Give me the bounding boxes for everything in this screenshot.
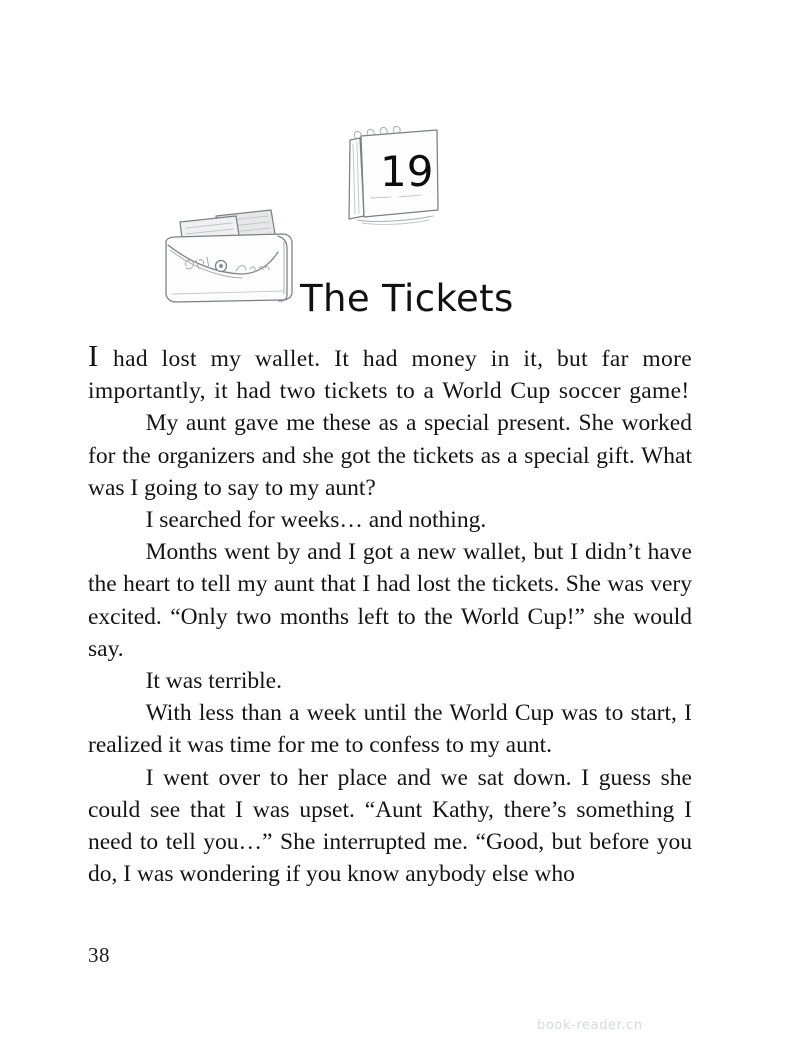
calendar-number: 19: [380, 147, 434, 196]
paragraph-3: I searched for weeks… and nothing.: [145, 507, 487, 534]
page-number: 38: [88, 943, 110, 967]
page-title: The Tickets: [300, 276, 514, 320]
paragraph-2: My aunt gave me these as a special present. She worked for the organizers and she got the tickets as a special gift. What was I going to say to my aunt?: [88, 410, 692, 501]
paragraph-1-text: had lost my wallet. It had money in it, but far more importantly, it had two tickets to a World Cup soccer game!: [88, 346, 692, 405]
chapter-header: [0, 112, 800, 320]
paragraph-7: I went over to her place and we sat down. I guess she could see that I was upset. “Aunt Kathy, there’s something I need to tell you…” She interrupted me. “Good, but before you do, I was wondering if you know anybody else who: [88, 764, 692, 888]
paragraph-5: It was terrible.: [145, 668, 282, 695]
paragraph-6: With less than a week until the World Cup was to start, I realized it was time for me to confess to my aunt.: [88, 700, 692, 759]
wallet-with-bills-icon: [158, 194, 318, 309]
drop-cap: I: [88, 338, 99, 373]
desk-calendar-icon: [337, 124, 457, 239]
chapter-body: [88, 340, 692, 890]
paragraph-4: Months went by and I got a new wallet, but I didn’t have the heart to tell my aunt that I had lost the tickets. She was very excited. “Only two months left to the World Cup!” she would say.: [88, 539, 692, 662]
watermark: book-reader.cn: [537, 1018, 643, 1033]
paragraph-1: [88, 340, 692, 407]
